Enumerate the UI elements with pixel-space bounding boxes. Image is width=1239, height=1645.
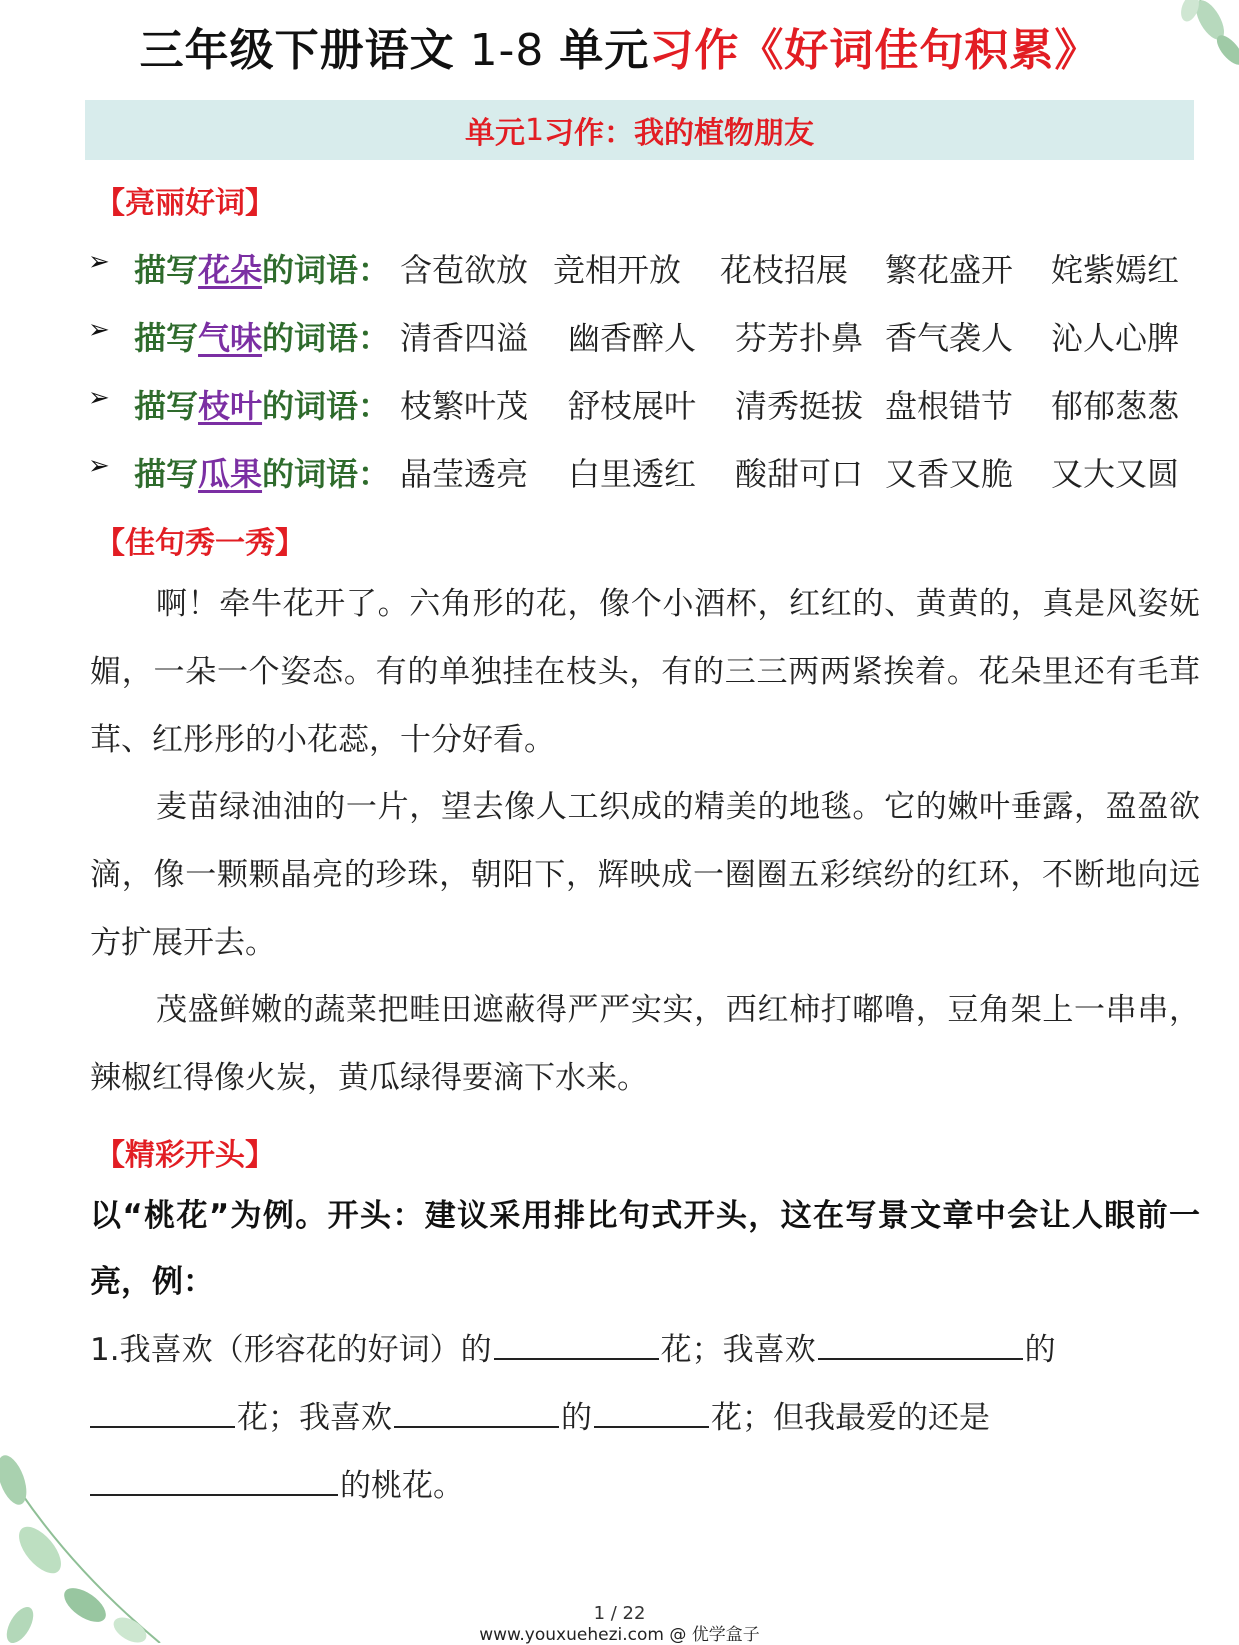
word-row-flowers <box>88 245 1198 291</box>
banner-suffix: 习作：我的植物朋友 <box>544 116 815 151</box>
arrow-bullet-icon: ➢ <box>88 383 110 413</box>
word-item: 花枝招展 <box>720 251 849 289</box>
fill-in-line-3: 的桃花。 <box>90 1452 1200 1520</box>
word-item: 竞相开放 <box>553 251 682 289</box>
word-item: 又香又脆 <box>885 455 1014 493</box>
fill-blank[interactable] <box>594 1396 709 1428</box>
banner-num: 1 <box>524 112 545 148</box>
word-row-branches <box>88 381 1198 427</box>
word-item: 郁郁葱葱 <box>1051 387 1180 425</box>
title-part-2: 1-8 <box>454 25 560 76</box>
word-row-label: 描写枝叶的词语： <box>134 387 391 425</box>
word-row-fruits <box>88 449 1198 495</box>
paragraph-vegetables: 茂盛鲜嫩的蔬菜把畦田遮蔽得严严实实，西红柿打嘟噜，豆角架上一串串，辣椒红得像火炭，黄瓜绿得要滴下水来。 <box>90 992 1200 1096</box>
word-row-smell <box>88 313 1198 359</box>
fill-blank[interactable] <box>90 1396 235 1428</box>
word-item: 又大又圆 <box>1051 455 1180 493</box>
fill-blank[interactable] <box>494 1328 659 1360</box>
word-row-label: 描写花朵的词语： <box>134 251 391 289</box>
word-item: 盘根错节 <box>885 387 1014 425</box>
word-item: 白里透红 <box>568 455 697 493</box>
word-item: 酸甜可口 <box>735 455 864 493</box>
unit-banner <box>85 100 1194 160</box>
word-item: 繁花盛开 <box>885 251 1014 289</box>
fill-blank[interactable] <box>818 1328 1023 1360</box>
opening-intro: 以“桃花”为例。开头：建议采用排比句式开头，这在写景文章中会让人眼前一亮，例： <box>90 1198 1200 1300</box>
fill-in-line-1: 1.我喜欢（形容花的好词）的 花；我喜欢 的 <box>90 1316 1200 1384</box>
word-item: 枝繁叶茂 <box>400 387 529 425</box>
title-part-1: 三年级下册语文 <box>139 25 455 76</box>
word-item: 清香四溢 <box>400 319 529 357</box>
arrow-bullet-icon: ➢ <box>88 315 110 345</box>
word-item: 幽香醉人 <box>568 319 697 357</box>
word-item: 清秀挺拔 <box>735 387 864 425</box>
word-row-label: 描写气味的词语： <box>134 319 391 357</box>
arrow-bullet-icon: ➢ <box>88 247 110 277</box>
word-row-label: 描写瓜果的词语： <box>134 455 391 493</box>
word-item: 舒枝展叶 <box>568 387 697 425</box>
word-item: 晶莹透亮 <box>400 455 529 493</box>
title-part-3: 单元 <box>559 25 650 76</box>
section-heading-good-sentences: 【佳句秀一秀】 <box>95 526 305 561</box>
page-title <box>0 14 1239 78</box>
word-item: 香气袭人 <box>885 319 1014 357</box>
word-item: 含苞欲放 <box>400 251 529 289</box>
word-item: 姹紫嫣红 <box>1051 251 1180 289</box>
fill-in-line-2: 花；我喜欢 的 花；但我最爱的还是 <box>90 1384 1200 1452</box>
paragraph-wheat: 麦苗绿油油的一片，望去像人工织成的精美的地毯。它的嫩叶垂露，盈盈欲滴，像一颗颗晶亮的珍珠，朝阳下，辉映成一圈圈五彩缤纷的红环，不断地向远方扩展开去。 <box>90 789 1200 961</box>
fill-blank[interactable] <box>90 1464 338 1496</box>
title-part-4: 习作《好词佳句积累》 <box>649 25 1100 76</box>
word-item: 沁人心脾 <box>1051 319 1180 357</box>
fill-blank[interactable] <box>394 1396 559 1428</box>
footer-watermark: www.youxuehezi.com @ 优学盒子 <box>479 1625 760 1645</box>
page-number: 1 / 22 <box>593 1603 646 1624</box>
paragraph-morning-glory: 啊！牵牛花开了。六角形的花，像个小酒杯，红红的、黄黄的，真是风姿妩媚，一朵一个姿态。有的单独挂在枝头，有的三三两两紧挨着。花朵里还有毛茸茸、红彤彤的小花蕊，十分好看。 <box>90 586 1200 758</box>
section-heading-good-words: 【亮丽好词】 <box>95 186 275 221</box>
arrow-bullet-icon: ➢ <box>88 451 110 481</box>
section-heading-openings: 【精彩开头】 <box>95 1138 275 1173</box>
banner-prefix: 单元 <box>464 116 525 151</box>
word-item: 芬芳扑鼻 <box>735 319 864 357</box>
